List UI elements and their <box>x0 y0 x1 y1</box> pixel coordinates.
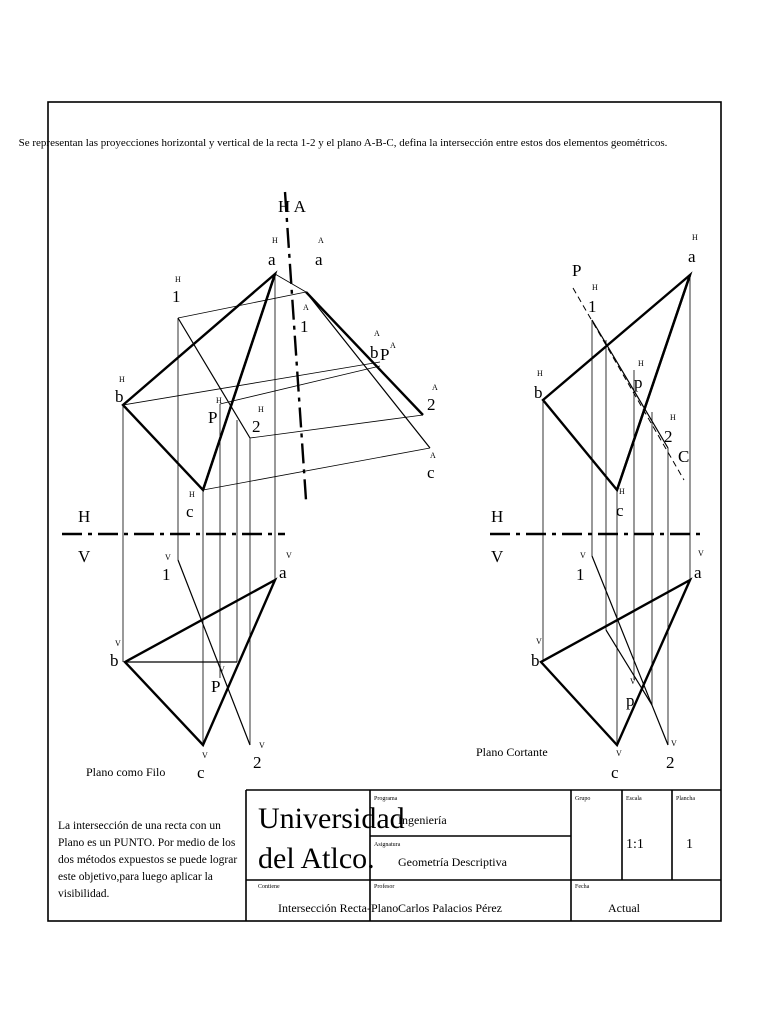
sup: H <box>619 487 625 496</box>
r-label-b-v: b <box>531 651 540 670</box>
label-p-a: P <box>380 345 390 364</box>
label-plane-h: H <box>78 507 91 526</box>
r-label-1-h: 1 <box>588 297 597 316</box>
sup: A <box>430 451 436 460</box>
r-label-1-v: 1 <box>576 565 585 584</box>
sup: H <box>537 369 543 378</box>
sup: V <box>219 665 225 674</box>
sup: V <box>580 551 586 560</box>
sup: H <box>175 275 181 284</box>
sup: A <box>390 341 396 350</box>
label-1-v: 1 <box>162 565 171 584</box>
instructions-text: Se representan las proyecciones horizontal y vertical de la recta 1-2 y el plano A-B-C, defina la intersección entre estos dos elementos geométricos. <box>18 137 668 149</box>
sup: H <box>119 375 125 384</box>
asignatura-value: Geometría Descriptiva <box>398 855 507 869</box>
r-label-plane-h: H <box>491 507 504 526</box>
sup: V <box>698 549 704 558</box>
sup: V <box>259 741 265 750</box>
label-1-h: 1 <box>172 287 181 306</box>
sup: H <box>638 359 644 368</box>
sup: A <box>318 236 324 245</box>
profesor-value: Carlos Palacios Pérez <box>398 901 502 915</box>
r-label-p-h: p <box>634 373 643 392</box>
escala-value: 1:1 <box>626 837 644 852</box>
fecha-value: Actual <box>608 901 640 915</box>
left-view <box>62 192 438 782</box>
sup: A <box>303 303 309 312</box>
r-label-b-h: b <box>534 383 543 402</box>
r-label-2-h: 2 <box>664 427 673 446</box>
right-view <box>476 233 704 782</box>
sup: H <box>189 490 195 499</box>
left-edge-view <box>306 292 423 415</box>
contiene-value: Intersección Recta-Plano <box>278 901 399 915</box>
label-a-h: a <box>268 250 276 269</box>
r-label-2-v: 2 <box>666 753 675 772</box>
label-2-a: 2 <box>427 395 436 414</box>
right-cutting-plane <box>573 288 684 480</box>
sup: H <box>272 236 278 245</box>
sup: V <box>630 677 636 686</box>
sup: A <box>374 329 380 338</box>
label-c-h: c <box>186 502 194 521</box>
asignatura-label: Asignatura <box>374 842 401 848</box>
label-p-v: P <box>211 677 221 696</box>
r-label-c-v: c <box>611 763 619 782</box>
left-ha-line <box>285 192 306 500</box>
r-label-c-h: c <box>616 501 624 520</box>
programa-value: Ingeniería <box>398 813 447 827</box>
plancha-label: Plancha <box>676 796 695 802</box>
right-line-12-h <box>592 320 668 448</box>
sup: H <box>258 405 264 414</box>
sup: V <box>536 637 542 646</box>
label-2-v: 2 <box>253 753 262 772</box>
left-caption: Plano como Filo <box>86 765 166 779</box>
proj-2 <box>250 415 423 438</box>
plancha-value: 1 <box>686 837 693 852</box>
label-c-v: c <box>197 763 205 782</box>
sup: V <box>115 639 121 648</box>
escala-label: Escala <box>626 796 642 802</box>
sup: V <box>165 553 171 562</box>
contiene-label: Contiene <box>258 884 280 890</box>
sup: H <box>670 413 676 422</box>
left-triangle-h <box>123 274 275 490</box>
r-label-plane-v: V <box>491 547 504 566</box>
label-c-a: c <box>427 463 435 482</box>
sup: V <box>202 751 208 760</box>
grupo-label: Grupo <box>575 796 591 802</box>
r-label-p-v: p <box>626 691 635 710</box>
sup: V <box>616 749 622 758</box>
right-caption: Plano Cortante <box>476 745 548 759</box>
label-2-h: 2 <box>252 417 261 436</box>
sup: A <box>432 383 438 392</box>
label-a-a: a <box>315 250 323 269</box>
label-1-a: 1 <box>300 317 309 336</box>
sup: H <box>692 233 698 242</box>
sup: H <box>216 396 222 405</box>
programa-label: Programa <box>374 796 398 802</box>
label-plane-v: V <box>78 547 91 566</box>
profesor-label: Profesor <box>374 884 395 890</box>
title-block <box>246 790 721 921</box>
proj-1 <box>178 292 306 318</box>
label-p-plane: P <box>572 261 582 280</box>
university-line2: del Atlco. <box>258 842 375 875</box>
label-ha: H A <box>278 197 306 216</box>
sup: H <box>592 283 598 292</box>
label-b-h: b <box>115 387 124 406</box>
label-b-a: b <box>370 343 379 362</box>
university-line1: Universidad <box>258 802 405 835</box>
proj-b <box>123 362 380 405</box>
notes-text: La intersección de una recta con un Plano es un PUNTO. Por medio de los dos métodos expuestos se puede lograr este objetivo,para luego aplicar la visibilidad. <box>58 820 238 900</box>
label-a-v: a <box>279 563 287 582</box>
sup: V <box>286 551 292 560</box>
label-b-v: b <box>110 651 119 670</box>
label-p-h: P <box>208 408 218 427</box>
left-line-12-a <box>306 292 430 448</box>
fecha-label: Fecha <box>575 884 590 890</box>
label-c-plane: C <box>678 447 690 466</box>
r-label-a-v: a <box>694 563 702 582</box>
sup: V <box>671 739 677 748</box>
r-label-a-h: a <box>688 247 696 266</box>
